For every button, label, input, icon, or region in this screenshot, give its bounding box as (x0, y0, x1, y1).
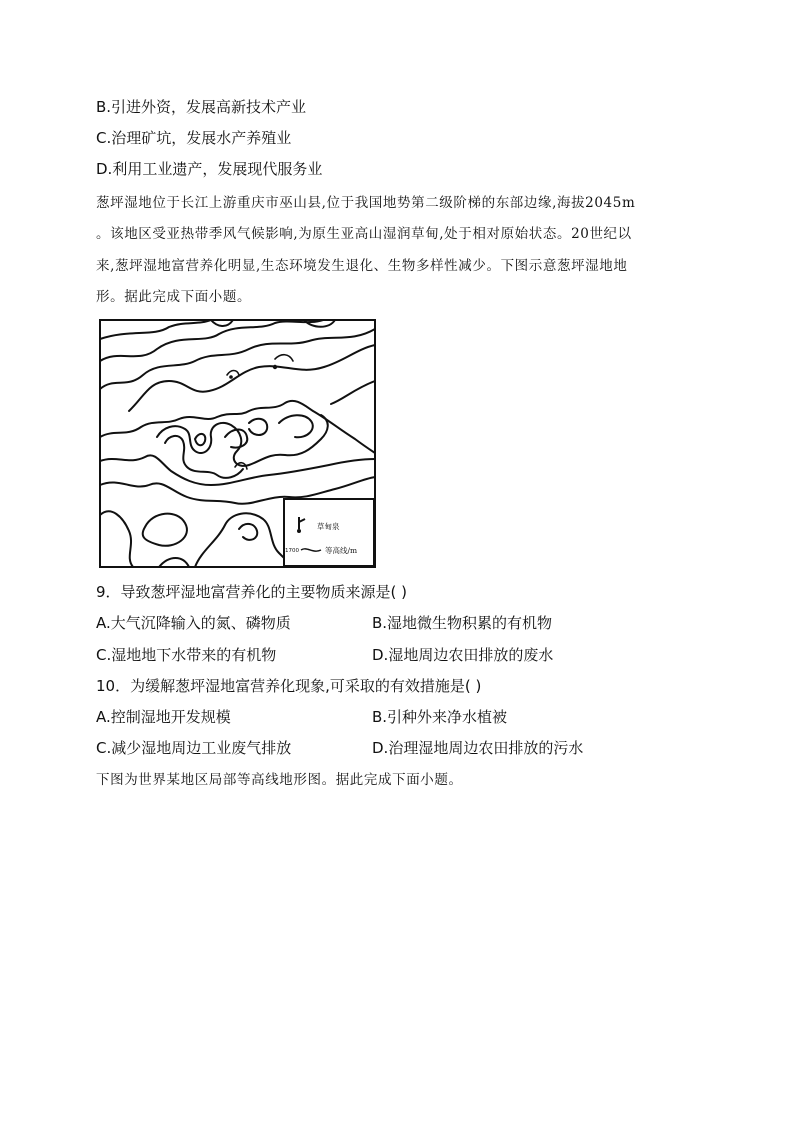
question-9-option-b: B.湿地微生物积累的有机物 (372, 614, 553, 632)
spring-symbol-dot (297, 529, 301, 533)
legend-contour-value: 1700 (285, 548, 299, 554)
question-10-option-c: C.减少湿地周边工业废气排放 (96, 739, 292, 757)
spring-dot (229, 375, 233, 379)
passage-line-1: 葱坪湿地位于长江上游重庆市巫山县,位于我国地势第二级阶梯的东部边缘,海拔2045m (96, 195, 636, 211)
question-9-stem: 9．导致葱坪湿地富营养化的主要物质来源是( ) (96, 583, 408, 601)
question-9-option-a: A.大气沉降输入的氮、磷物质 (96, 614, 291, 632)
question-10-stem: 10．为缓解葱坪湿地富营养化现象,可采取的有效措施是( ) (96, 677, 482, 695)
legend-label-contour: 等高线/m (325, 546, 358, 555)
question-10-option-b: B.引种外来净水植被 (372, 708, 508, 726)
question-10-option-a: A.控制湿地开发规模 (96, 708, 231, 726)
map-legend (284, 499, 374, 566)
question-10-option-d: D.治理湿地周边农田排放的污水 (372, 739, 584, 757)
passage-line-3: 来,葱坪湿地富营养化明显,生态环境发生退化、生物多样性减少。下图示意葱坪湿地地 (96, 258, 628, 274)
question-9-option-d: D.湿地周边农田排放的废水 (372, 646, 554, 664)
wetland-topographic-map (99, 319, 376, 568)
option-prev-d: D.利用工业遗产，发展现代服务业 (96, 160, 323, 178)
question-9-option-c: C.湿地地下水带来的有机物 (96, 646, 277, 664)
next-passage-intro: 下图为世界某地区局部等高线地形图。据此完成下面小题。 (96, 772, 463, 788)
passage-line-4: 形。据此完成下面小题。 (96, 289, 252, 305)
passage-line-2: 。该地区受亚热带季风气候影响,为原生亚高山湿润草甸,处于相对原始状态。20世纪以 (96, 226, 632, 242)
option-prev-c: C.治理矿坑，发展水产养殖业 (96, 129, 292, 147)
option-prev-b: B.引进外资，发展高新技术产业 (96, 98, 307, 116)
legend-label-spring: 草甸泉 (317, 522, 340, 531)
spring-dot (273, 365, 277, 369)
